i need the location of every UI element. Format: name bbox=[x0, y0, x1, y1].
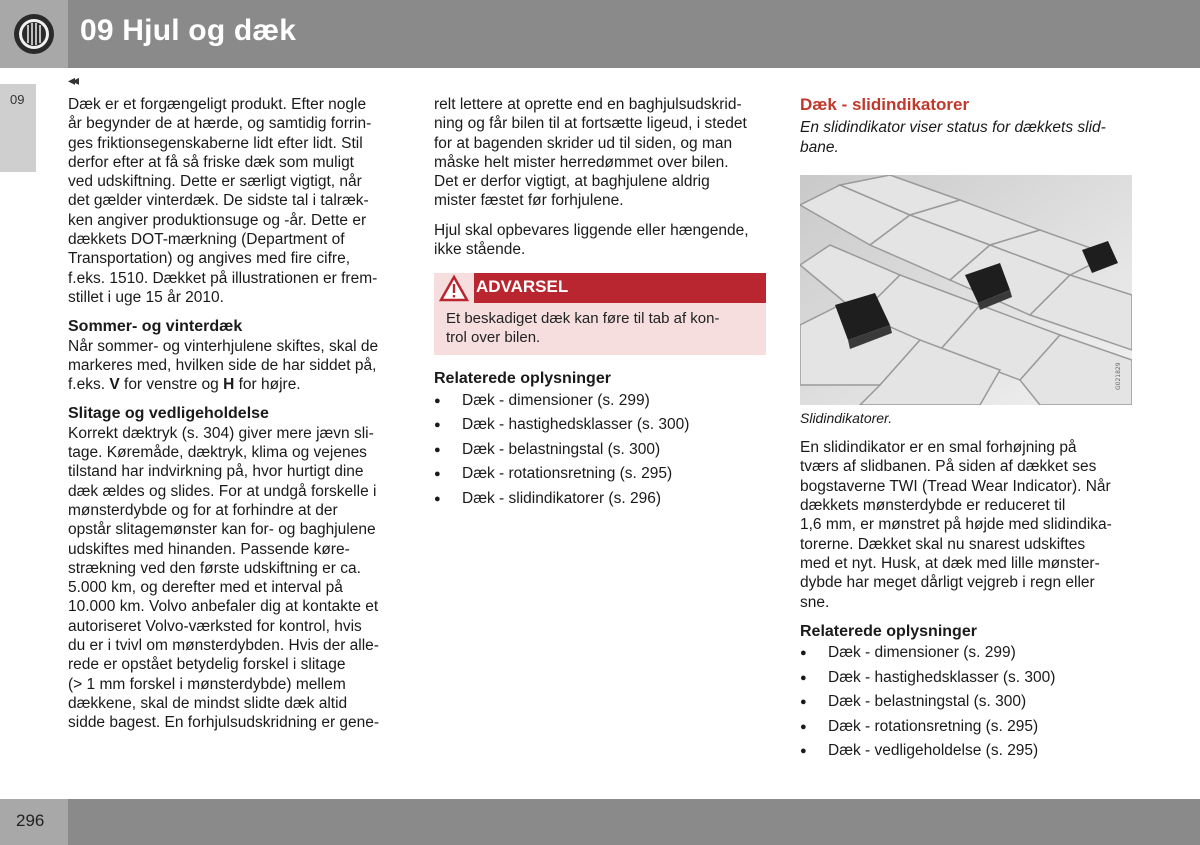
related-heading: Relaterede oplysninger bbox=[434, 370, 611, 388]
related-link[interactable]: ● Dæk - vedligeholdelse (s. 295) bbox=[800, 739, 1130, 764]
column-2 bbox=[434, 95, 769, 511]
related-link[interactable]: ● Dæk - belastningstal (s. 300) bbox=[434, 438, 769, 463]
section-title: Dæk - slidindikatorer bbox=[800, 95, 970, 114]
related-link[interactable]: ● Dæk - rotationsretning (s. 295) bbox=[434, 462, 769, 487]
warning-body: Et beskadiget dæk kan føre til tab af kon- trol over bilen. bbox=[446, 310, 720, 347]
related-list bbox=[800, 641, 1130, 764]
warning-triangle-box bbox=[434, 273, 474, 303]
column-3: Dæk - slidindikatorer En slidindikator viser status for dækkets slid- bane. G021829 Slidindikatorer. En slidindikator er en smal forhøjning på tværs af slidbanen. På siden af dækket ses bogstaverne TWI (Tread Wear Indicator). Når dækkets mønsterdybde er reduceret til 1,6 mm, er mønstret på højde med slidindika- torerne. Dækket skal nu snarest udskiftes med et nyt. Husk, at dæk med lille mønster- dybde har meget dårligt vejgreb i regn eller sne. Relaterede oplysninger ● Dæk - dimensioner (s. 299) ● Dæk - hastighedsklasser (s. 300) ● Dæk - belastningstal (s. 300) ● Dæk - rotationsretning (s. 295) ● Dæk - vedligeholdelse (s. 295) bbox=[800, 95, 1130, 764]
intro-paragraph: Dæk er et forgængeligt produkt. Efter nogle år begynder de at hærde, og samtidig forrin- ges friktionsegenskaberne lidt efter lidt. Stil derfor efter at få så friske dæk som muligt ved udskiftning. Dette er særligt vigtigt, når det gælder vinterdæk. De sidste tal i talræk- ken angiver produktionsuge og -år. Dette er dækkets DOT-mærkning (Department of Transportation) og angives med fire cifre, f.eks. 1510. Dækket på illustrationen er frem- stillet i uge 15 år 2010. bbox=[68, 96, 378, 306]
page-number: 296 bbox=[16, 811, 45, 830]
related-link[interactable]: ● Dæk - rotationsretning (s. 295) bbox=[800, 715, 1130, 740]
wear-maintenance-heading: Slitage og vedligeholdelse bbox=[68, 405, 269, 423]
tire-tread-image bbox=[800, 175, 1132, 405]
page-number-box bbox=[0, 799, 68, 845]
column-1 bbox=[68, 95, 398, 743]
page-footer bbox=[0, 799, 1200, 845]
page-title: 09 Hjul og dæk bbox=[80, 14, 297, 47]
page-header bbox=[0, 0, 1200, 68]
related-heading: Relaterede oplysninger bbox=[800, 622, 977, 640]
warning-icon bbox=[434, 273, 474, 303]
summer-winter-heading: Sommer- og vinterdæk bbox=[68, 318, 243, 336]
related-list bbox=[434, 389, 769, 512]
tread-indicator-illustration bbox=[800, 175, 1132, 405]
related-link[interactable]: ● Dæk - hastighedsklasser (s. 300) bbox=[434, 413, 769, 438]
warning-label: ADVARSEL bbox=[476, 277, 569, 297]
chapter-tab-label: 09 bbox=[10, 92, 25, 107]
continued-marker: ◂◂ bbox=[68, 72, 77, 88]
section-subtitle: En slidindikator viser status for dækkets slid- bbox=[800, 119, 1106, 137]
continued-paragraph: relt lettere at oprette end en baghjulsudskrid- ning og får bilen til at fortsætte ligeud, i stedet for at bagenden skrider ud til siden, og man måske helt mister herredømmet over bilen. Det er derfor vigtigt, at baghjulene aldrig mister fæstet før forhjulene. bbox=[434, 96, 747, 210]
related-link[interactable]: ● Dæk - belastningstal (s. 300) bbox=[800, 690, 1130, 715]
related-link[interactable]: ● Dæk - dimensioner (s. 299) bbox=[434, 389, 769, 414]
chapter-tab bbox=[0, 84, 36, 172]
figure-caption: Slidindikatorer. bbox=[800, 409, 893, 426]
storage-paragraph: Hjul skal opbevares liggende eller hængende, ikke stående. bbox=[434, 221, 749, 259]
wear-maintenance-section: Slitage og vedligeholdelse Korrekt dæktryk (s. 304) giver mere jævn sli- tage. Køremåde, dæktryk, klima og vejenes tilstand har indvirkning på, hvor hurtigt dine dæk ældes og slides. For at undgå forskelle i mønsterdybde og for at forhindre at der opstår slitagemønster kan for- og baghjulene udskiftes med hinanden. Passende køre- strækning ved den første udskiftning er ca. 5.000 km, og derefter med et interval på 10.000 km. Volvo anbefaler dig at kontakte et autoriseret Volvo-værksted for kontrol, hvis du er i tvivl om mønsterdybden. Hvis der alle- rede er opstået betydelig forskel i slitage (> 1 mm forskel i mønsterdybde) mellem dækkene, skal de mindst slidte dæk altid sidde bagest. En forhjulsudskridning er gene- bbox=[68, 404, 398, 732]
summer-winter-section: Sommer- og vinterdæk Når sommer- og vinterhjulene skiftes, skal de markeres med, hvilken side de har siddet på, f.eks. V for venstre og H for højre. bbox=[68, 317, 398, 394]
related-link[interactable]: ● Dæk - slidindikatorer (s. 296) bbox=[434, 487, 769, 512]
related-link[interactable]: ● Dæk - dimensioner (s. 299) bbox=[800, 641, 1130, 666]
tire-icon bbox=[12, 12, 56, 56]
indicator-paragraph: En slidindikator er en smal forhøjning på tværs af slidbanen. På siden af dækket ses bogstaverne TWI (Tread Wear Indicator). Når dækkets mønsterdybde er reduceret til 1,6 mm, er mønstret på højde med slidindika- torerne. Dækket skal nu snarest udskiftes med et nyt. Husk, at dæk med lille mønster- dybde har meget dårligt vejgreb i regn eller sne. bbox=[800, 439, 1112, 611]
related-link[interactable]: ● Dæk - hastighedsklasser (s. 300) bbox=[800, 666, 1130, 691]
warning-box bbox=[434, 273, 766, 355]
warning-header bbox=[434, 273, 766, 303]
header-icon-box bbox=[0, 0, 68, 68]
figure-code: G021829 bbox=[1115, 362, 1122, 390]
